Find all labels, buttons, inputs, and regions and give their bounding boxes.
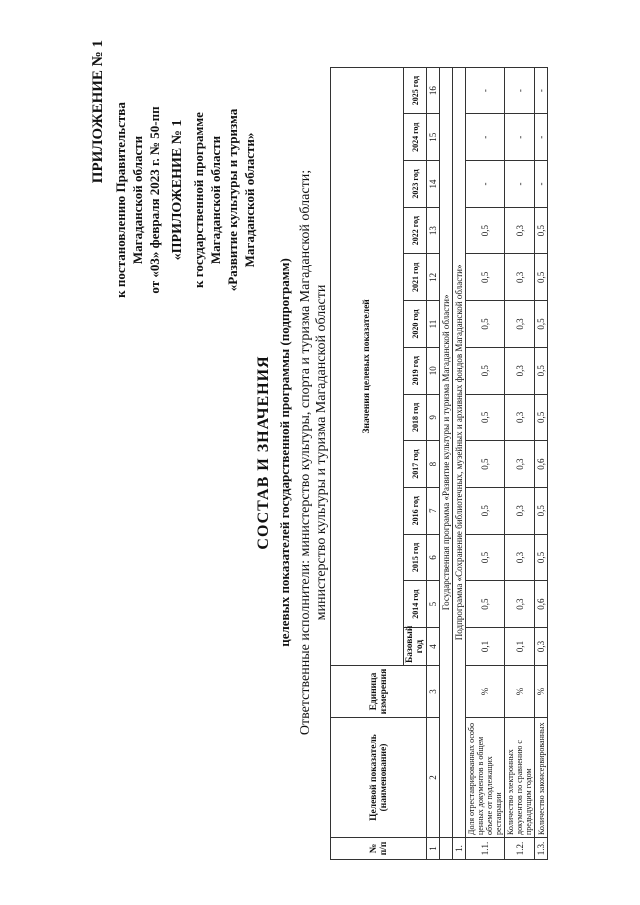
executors-line: Ответственные исполнители: министерство культуры, спорта и туризма Магаданской области; [298, 169, 313, 736]
row-year-value: 0,6 [535, 581, 548, 628]
appendix2-line: к государственной программе [191, 112, 206, 288]
row-year-value: - [505, 161, 535, 208]
header-year: 2022 год [404, 207, 427, 254]
header-unit: Единица измерения [331, 666, 427, 718]
column-number: 6 [427, 534, 440, 581]
header-year: 2018 год [404, 394, 427, 441]
program-row [440, 21, 453, 860]
row-year-value: 0,5 [535, 347, 548, 394]
column-number: 11 [427, 301, 440, 348]
table-row [466, 21, 505, 860]
row-year-value: 0,3 [505, 441, 535, 488]
appendix2-text [190, 40, 258, 360]
row-year-value: - [535, 161, 548, 208]
row-year-value: 0,3 [505, 207, 535, 254]
row-year-value: 0,5 [466, 394, 505, 441]
row-year-value: 0,3 [505, 301, 535, 348]
document-title: СОСТАВ И ЗНАЧЕНИЯ [255, 355, 272, 550]
row-year-value: 0,3 [505, 254, 535, 301]
row-year-value: 0,5 [466, 301, 505, 348]
table-row [535, 21, 548, 860]
appendix2-line: Магаданской области [208, 135, 223, 265]
column-number-row [427, 21, 440, 860]
header-year: 2014 год [404, 581, 427, 628]
responsible-executors [298, 0, 330, 905]
row-unit: % [505, 666, 535, 718]
header-no: № п/п [331, 838, 427, 860]
header-year: 2025 год [404, 67, 427, 114]
row-year-value: - [466, 161, 505, 208]
row-year-value: - [466, 67, 505, 114]
column-number: 15 [427, 114, 440, 161]
appendix1-line: от «03» февраля 2023 г. № 50-пп [147, 106, 162, 294]
column-number: 14 [427, 161, 440, 208]
header-year: 2021 год [404, 254, 427, 301]
row-year-value: 0,5 [466, 347, 505, 394]
row-year-value: 0,5 [535, 207, 548, 254]
row-year-value: 0,5 [535, 534, 548, 581]
row-indicator-name: Доля отреставрированных особо ценных документов в общем объеме от подлежащих реставрации [466, 718, 505, 838]
header-year: 2020 год [404, 301, 427, 348]
row-base-value: 0,1 [505, 628, 535, 666]
row-year-value: 0,5 [466, 207, 505, 254]
appendix1-line: Магаданской области [130, 135, 145, 265]
column-number: 13 [427, 207, 440, 254]
document-subtitle: целевых показателей государственной программы (подпрограмм) [277, 258, 292, 647]
row-year-value: 0,5 [466, 254, 505, 301]
header-values-group: Значения целевых показателей [331, 67, 404, 665]
row-year-value: - [505, 67, 535, 114]
header-indicator: Целевой показатель (наименование) [331, 718, 427, 838]
row-number: 1.1. [466, 838, 505, 860]
column-number: 8 [427, 441, 440, 488]
table-row [505, 21, 535, 860]
row-year-value: 0,3 [505, 394, 535, 441]
column-number: 7 [427, 487, 440, 534]
header-year: 2024 год [404, 114, 427, 161]
appendix1-title: ПРИЛОЖЕНИЕ № 1 [90, 40, 106, 184]
row-year-value: 0,5 [466, 534, 505, 581]
column-number: 9 [427, 394, 440, 441]
row-year-value: 0,6 [535, 441, 548, 488]
row-year-value: 0,5 [535, 394, 548, 441]
row-year-value: 0,5 [466, 581, 505, 628]
appendix1-text [112, 40, 163, 360]
column-number: 3 [427, 666, 440, 718]
indicators-table-container [330, 20, 620, 860]
row-year-value: - [466, 114, 505, 161]
subprogram-row [453, 21, 466, 860]
row-year-value: 0,3 [505, 347, 535, 394]
row-unit: % [466, 666, 505, 718]
header-base-year: Базовый год [404, 628, 427, 666]
header-year: 2017 год [404, 441, 427, 488]
row-indicator-name: Количество законсервированных [535, 718, 548, 838]
column-number: 2 [427, 718, 440, 838]
row-year-value: 0,3 [505, 487, 535, 534]
program-row-title: Государственная программа «Развитие культуры и туризма Магаданской области» [440, 67, 453, 837]
row-unit: % [535, 666, 548, 718]
column-number: 4 [427, 628, 440, 666]
appendix2-line: «Развитие культуры и туризма [225, 108, 240, 292]
executors-line: министерство культуры и туризма Магаданской области [314, 284, 329, 621]
row-base-value: 0,1 [466, 628, 505, 666]
header-year: 2015 год [404, 534, 427, 581]
row-number: 1.2. [505, 838, 535, 860]
row-year-value: 0,3 [505, 534, 535, 581]
row-year-value: 0,5 [466, 487, 505, 534]
indicators-table [330, 20, 548, 860]
header-year: 2019 год [404, 347, 427, 394]
header-year: 2016 год [404, 487, 427, 534]
row-year-value: - [535, 114, 548, 161]
row-year-value: 0,5 [466, 441, 505, 488]
row-year-value: 0,3 [505, 581, 535, 628]
row-indicator-name: Количество электронных документов по сравнению с предыдущим годом [505, 718, 535, 838]
row-base-value: 0,3 [535, 628, 548, 666]
appendix1-line: к постановлению Правительства [113, 102, 128, 298]
row-number: 1.3. [535, 838, 548, 860]
program-row-no [440, 838, 453, 860]
row-year-value: 0,5 [535, 487, 548, 534]
appendix2-line: Магаданской области» [242, 132, 257, 268]
row-year-value: 0,5 [535, 254, 548, 301]
header-year: 2023 год [404, 161, 427, 208]
column-number: 12 [427, 254, 440, 301]
column-number: 5 [427, 581, 440, 628]
column-number: 10 [427, 347, 440, 394]
subprogram-row-title: Подпрограмма «Сохранение библиотечных, музейных и архивных фондов Магаданской области» [453, 67, 466, 837]
column-number: 1 [427, 838, 440, 860]
appendix2-title: «ПРИЛОЖЕНИЕ № 1 [170, 119, 185, 261]
row-year-value: - [535, 67, 548, 114]
column-number: 16 [427, 67, 440, 114]
indicators-body [440, 21, 548, 860]
subprogram-row-no: 1. [453, 838, 466, 860]
row-year-value: 0,5 [535, 301, 548, 348]
row-year-value: - [505, 114, 535, 161]
